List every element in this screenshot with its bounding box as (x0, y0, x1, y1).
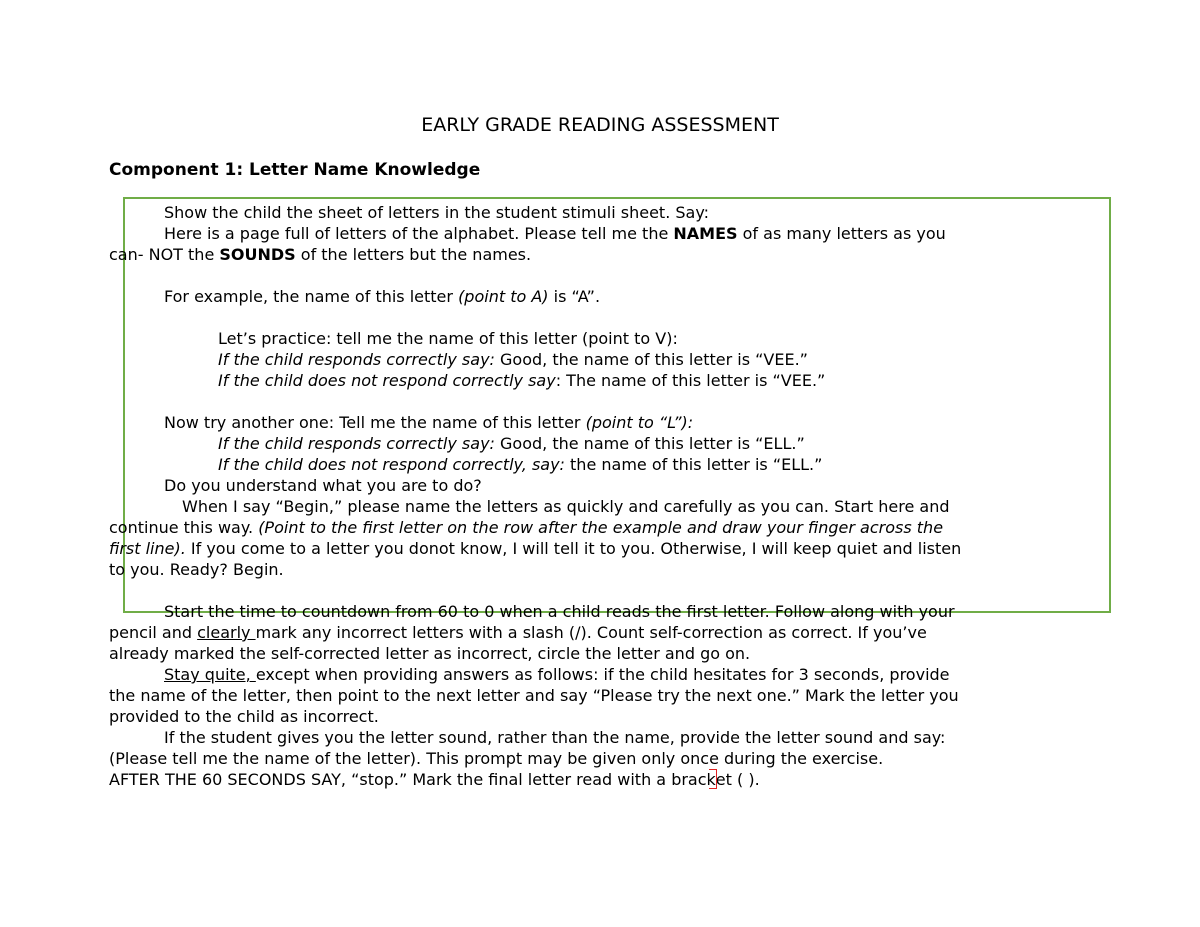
timer-line: Start the time to countdown from 60 to 0 when a child reads the first letter. Follow along with your (164, 602, 955, 621)
understand-line: Do you understand what you are to do? (164, 476, 482, 495)
instruction-line: can- NOT the SOUNDS of the letters but the names. (109, 245, 532, 264)
quiet-line: Stay quite, except when providing answers as follows: if the child hesitates for 3 seconds, provide (164, 665, 950, 684)
quiet-line: provided to the child as incorrect. (109, 707, 379, 726)
text-cursor-icon (716, 769, 717, 789)
after-line: AFTER THE 60 SECONDS SAY, “stop.” Mark the final letter read with a bracket ( ). (109, 770, 760, 789)
another-incorrect-line: If the child does not respond correctly, say: the name of this letter is “ELL.” (218, 455, 823, 474)
practice-incorrect-line: If the child does not respond correctly say: The name of this letter is “VEE.” (218, 371, 826, 390)
practice-line: Let’s practice: tell me the name of this letter (point to V): (218, 329, 678, 348)
begin-line: first line). If you come to a letter you donot know, I will tell it to you. Otherwise, I will keep quiet and listen (109, 539, 962, 558)
another-correct-line: If the child responds correctly say: Good, the name of this letter is “ELL.” (218, 434, 805, 453)
timer-line: pencil and clearly mark any incorrect letters with a slash (/). Count self-correction as correct. If you’ve (109, 623, 927, 642)
begin-line: to you. Ready? Begin. (109, 560, 284, 579)
sound-line: If the student gives you the letter sound, rather than the name, provide the letter sound and say: (164, 728, 946, 747)
timer-line: already marked the self-corrected letter as incorrect, circle the letter and go on. (109, 644, 751, 663)
another-line: Now try another one: Tell me the name of this letter (point to “L”): (164, 413, 694, 432)
example-line: For example, the name of this letter (point to A) is “A”. (164, 287, 601, 306)
begin-line: continue this way. (Point to the first letter on the row after the example and draw your finger across the (109, 518, 944, 537)
sound-line: (Please tell me the name of the letter). This prompt may be given only once during the exercise. (109, 749, 884, 768)
begin-line: When I say “Begin,” please name the letters as quickly and carefully as you can. Start here and (182, 497, 950, 516)
quiet-line: the name of the letter, then point to the next letter and say “Please try the next one.” Mark the letter you (109, 686, 959, 705)
instruction-line: Here is a page full of letters of the alphabet. Please tell me the NAMES of as many letters as you (164, 224, 946, 243)
document-title: EARLY GRADE READING ASSESSMENT (421, 114, 779, 136)
practice-correct-line: If the child responds correctly say: Good, the name of this letter is “VEE.” (218, 350, 808, 369)
component-heading: Component 1: Letter Name Knowledge (109, 160, 481, 180)
document-body[interactable] (109, 202, 1094, 790)
instruction-line: Show the child the sheet of letters in the student stimuli sheet. Say: (164, 203, 710, 222)
